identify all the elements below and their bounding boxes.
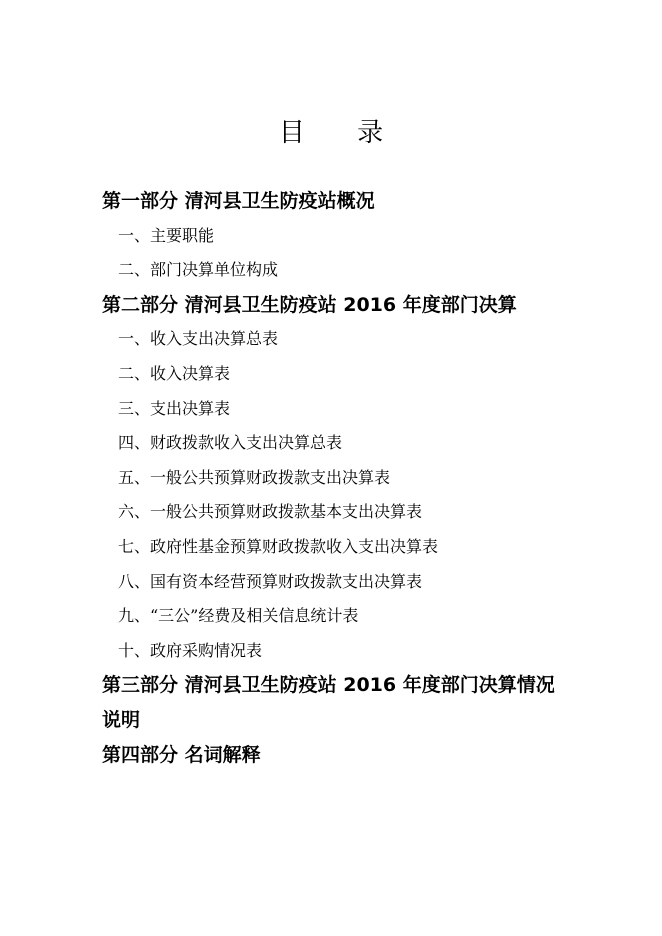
toc-part-4-heading: 第四部分 名词解释 (102, 743, 261, 766)
toc-part-2-item-5: 五、一般公共预算财政拨款支出决算表 (118, 467, 391, 487)
toc-part-2-item-9: 九、“三公”经费及相关信息统计表 (118, 606, 359, 626)
toc-part-2-item-10: 十、政府采购情况表 (118, 640, 263, 660)
toc-part-3-heading: 第三部分 清河县卫生防疫站 2016 年度部门决算情况说明 (102, 674, 555, 731)
toc-part-2-heading: 第二部分 清河县卫生防疫站 2016 年度部门决算 (102, 293, 517, 316)
toc-part-2-item-6: 六、一般公共预算财政拨款基本支出决算表 (118, 502, 423, 522)
toc-part-2-item-3: 三、支出决算表 (118, 398, 231, 418)
page-title: 目 录 (278, 118, 406, 148)
toc-part-2-item-7: 七、政府性基金预算财政拨款收入支出决算表 (118, 536, 439, 556)
toc-part-2-item-4: 四、财政拨款收入支出决算总表 (118, 433, 343, 453)
toc-part-1-heading: 第一部分 清河县卫生防疫站概况 (102, 190, 375, 212)
table-of-contents (102, 184, 572, 772)
toc-part-1-item-2: 二、部门决算单位构成 (118, 260, 279, 280)
toc-part-2-item-1: 一、收入支出决算总表 (118, 329, 279, 349)
toc-part-2-item-2: 二、收入决算表 (118, 363, 231, 383)
toc-part-1-item-1: 一、主要职能 (118, 225, 215, 245)
toc-part-2-item-8: 八、国有资本经营预算财政拨款支出决算表 (118, 571, 423, 591)
